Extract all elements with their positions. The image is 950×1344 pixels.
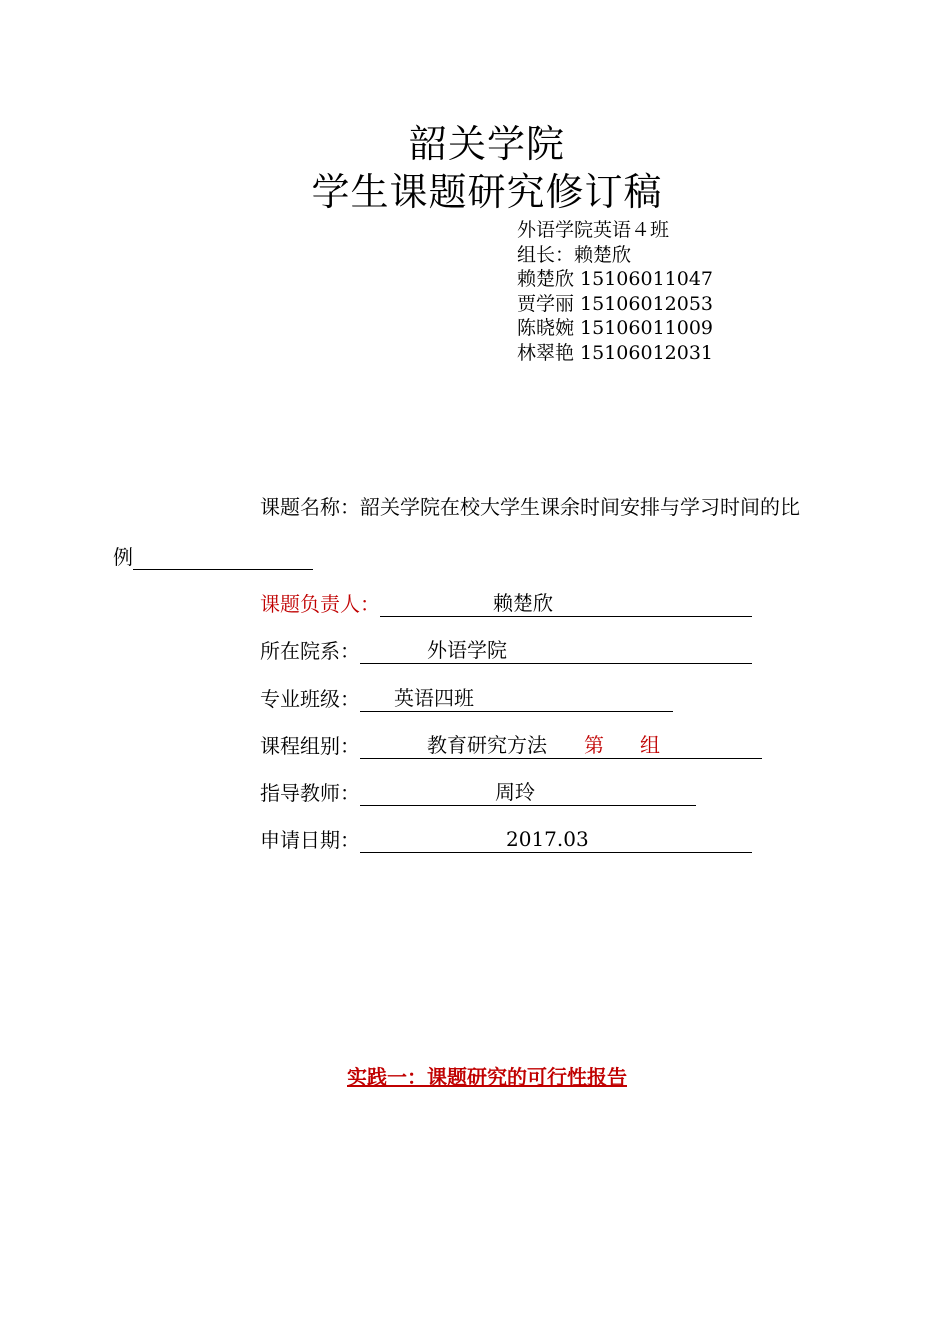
course-field: [260, 730, 762, 759]
topic-value: 韶关学院在校大学生课余时间安排与学习时间的比: [360, 495, 800, 519]
major-value: 英语四班: [394, 686, 474, 710]
course-underline: [360, 732, 762, 759]
leader-field: [260, 588, 752, 617]
topic-field-continued: [113, 541, 313, 570]
group-leader: 组长：赖楚欣: [517, 243, 632, 266]
advisor-value: 周玲: [495, 780, 535, 804]
date-label: 申请日期：: [260, 828, 360, 852]
leader-underline: [380, 590, 752, 617]
member-2: 贾学丽 15106012053: [517, 292, 714, 315]
major-field: [260, 683, 673, 712]
advisor-field: [260, 777, 696, 806]
advisor-underline: [360, 779, 696, 806]
major-label: 专业班级：: [260, 687, 360, 711]
date-field: [260, 824, 752, 853]
topic-label: 课题名称：: [260, 495, 360, 519]
leader-value: 赖楚欣: [493, 591, 553, 615]
topic-value-continued: 例: [113, 545, 133, 569]
document-title-line1: 韶关学院: [408, 122, 565, 166]
member-4: 林翠艳 15106012031: [517, 341, 714, 364]
group-info: [517, 218, 713, 366]
course-label: 课程组别：: [260, 734, 360, 758]
dept-underline: [360, 637, 752, 664]
member-1: 赖楚欣 15106011047: [517, 268, 714, 291]
leader-label: 课题负责人：: [260, 592, 380, 616]
section-heading: 实践一：课题研究的可行性报告: [347, 1065, 627, 1089]
course-group-prefix: 第: [584, 733, 604, 757]
dept-label: 所在院系：: [260, 639, 360, 663]
advisor-label: 指导教师：: [260, 781, 360, 805]
topic-underline: [133, 543, 313, 570]
dept-field: [260, 635, 752, 664]
course-value: 教育研究方法: [427, 733, 547, 757]
course-group-suffix: 组: [640, 733, 660, 757]
class-name: 外语学院英语４班: [517, 219, 670, 241]
document-title-line2: 学生课题研究修订稿: [311, 170, 663, 214]
dept-value: 外语学院: [427, 638, 507, 662]
date-underline: [360, 826, 752, 853]
topic-field: [260, 491, 800, 520]
major-underline: [360, 685, 673, 712]
member-3: 陈晓婉 15106011009: [517, 317, 714, 340]
date-value: 2017.03: [506, 827, 589, 851]
